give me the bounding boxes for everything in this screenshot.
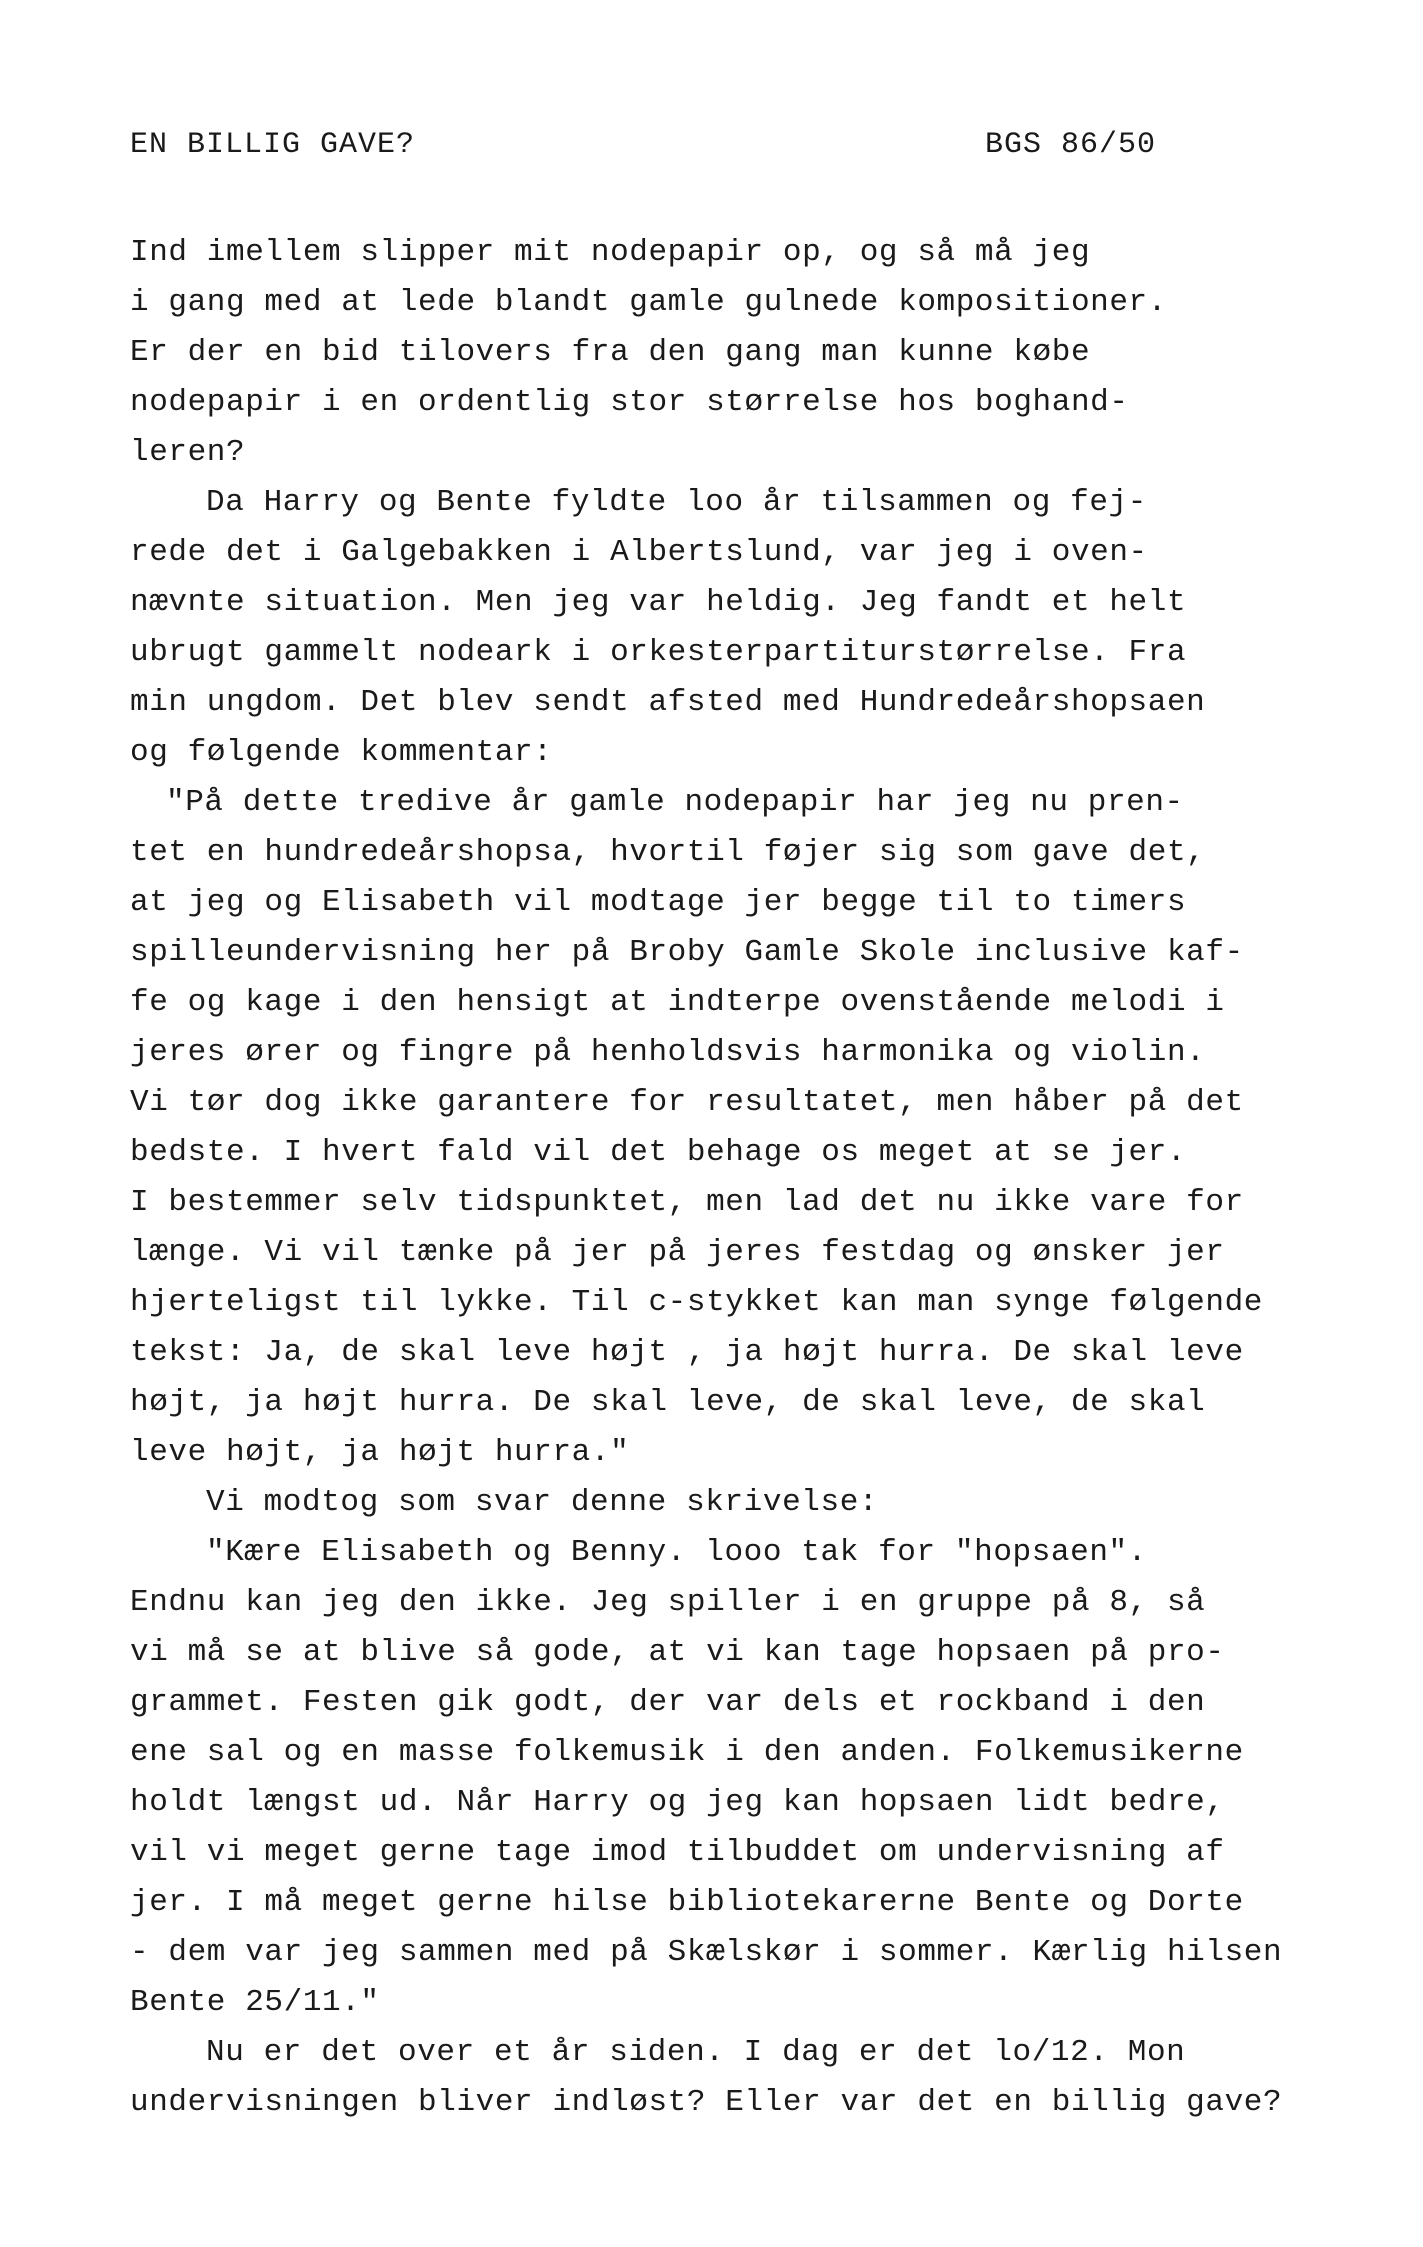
document-title: EN BILLIG GAVE?	[130, 128, 416, 162]
text-line: vi må se at blive så gode, at vi kan tage hopsaen på pro-	[130, 1635, 1225, 1670]
text-line: rede det i Galgebakken i Albertslund, var jeg i oven-	[130, 535, 1148, 570]
text-line: i gang med at lede blandt gamle gulnede kompositioner.	[130, 285, 1167, 320]
text-line: tet en hundredeårshopsa, hvortil føjer sig som gave det,	[130, 835, 1206, 870]
text-line: I bestemmer selv tidspunktet, men lad det nu ikke vare for	[130, 1185, 1244, 1220]
text-line: ubrugt gammelt nodeark i orkesterpartiturstørrelse. Fra	[130, 635, 1187, 670]
text-line: "På dette tredive år gamle nodepapir har jeg nu pren-	[166, 785, 1184, 820]
text-line: Er der en bid tilovers fra den gang man kunne købe	[130, 335, 1091, 370]
document-code: BGS 86/50	[985, 128, 1157, 162]
text-line: - dem var jeg sammen med på Skælskør i sommer. Kærlig hilsen	[130, 1935, 1283, 1970]
text-line: hjerteligst til lykke. Til c-stykket kan man synge følgende	[130, 1285, 1263, 1320]
body-text	[130, 228, 1360, 2128]
text-line: ene sal og en masse folkemusik i den anden. Folkemusikerne	[130, 1735, 1244, 1770]
text-line: længe. Vi vil tænke på jer på jeres festdag og ønsker jer	[130, 1235, 1225, 1270]
text-line: vil vi meget gerne tage imod tilbuddet om undervisning af	[130, 1835, 1225, 1870]
text-line: Endnu kan jeg den ikke. Jeg spiller i en gruppe på 8, så	[130, 1585, 1206, 1620]
text-line: nævnte situation. Men jeg var heldig. Jeg fandt et helt	[130, 585, 1187, 620]
text-line: Nu er det over et år siden. I dag er det lo/12. Mon	[206, 2035, 1186, 2070]
text-line: bedste. I hvert fald vil det behage os meget at se jer.	[130, 1135, 1187, 1170]
text-line: grammet. Festen gik godt, der var dels et rockband i den	[130, 1685, 1206, 1720]
text-line: jer. I må meget gerne hilse bibliotekarerne Bente og Dorte	[130, 1885, 1244, 1920]
text-line: Ind imellem slipper mit nodepapir op, og så må jeg	[130, 235, 1091, 270]
text-line: nodepapir i en ordentlig stor størrelse hos boghand-	[130, 385, 1129, 420]
text-line: fe og kage i den hensigt at indterpe ovenstående melodi i	[130, 985, 1225, 1020]
text-line: leve højt, ja højt hurra."	[130, 1435, 630, 1470]
text-line: at jeg og Elisabeth vil modtage jer begge til to timers	[130, 885, 1187, 920]
text-line: højt, ja højt hurra. De skal leve, de skal leve, de skal	[130, 1385, 1206, 1420]
text-line: og følgende kommentar:	[130, 735, 553, 770]
text-line: Da Harry og Bente fyldte loo år tilsammen og fej-	[206, 485, 1147, 520]
text-line: tekst: Ja, de skal leve højt , ja højt hurra. De skal leve	[130, 1335, 1244, 1370]
text-line: Bente 25/11."	[130, 1985, 380, 2020]
text-line: min ungdom. Det blev sendt afsted med Hundredeårshopsaen	[130, 685, 1206, 720]
text-line: spilleundervisning her på Broby Gamle Skole inclusive kaf-	[130, 935, 1244, 970]
text-line: holdt længst ud. Når Harry og jeg kan hopsaen lidt bedre,	[130, 1785, 1225, 1820]
text-line: Vi modtog som svar denne skrivelse:	[206, 1485, 879, 1520]
text-line: "Kære Elisabeth og Benny. looo tak for "hopsaen".	[206, 1535, 1147, 1570]
text-line: jeres ører og fingre på henholdsvis harmonika og violin.	[130, 1035, 1206, 1070]
text-line: Vi tør dog ikke garantere for resultatet, men håber på det	[130, 1085, 1244, 1120]
text-line: undervisningen bliver indløst? Eller var det en billig gave?	[130, 2085, 1283, 2120]
text-line: leren?	[130, 435, 246, 470]
